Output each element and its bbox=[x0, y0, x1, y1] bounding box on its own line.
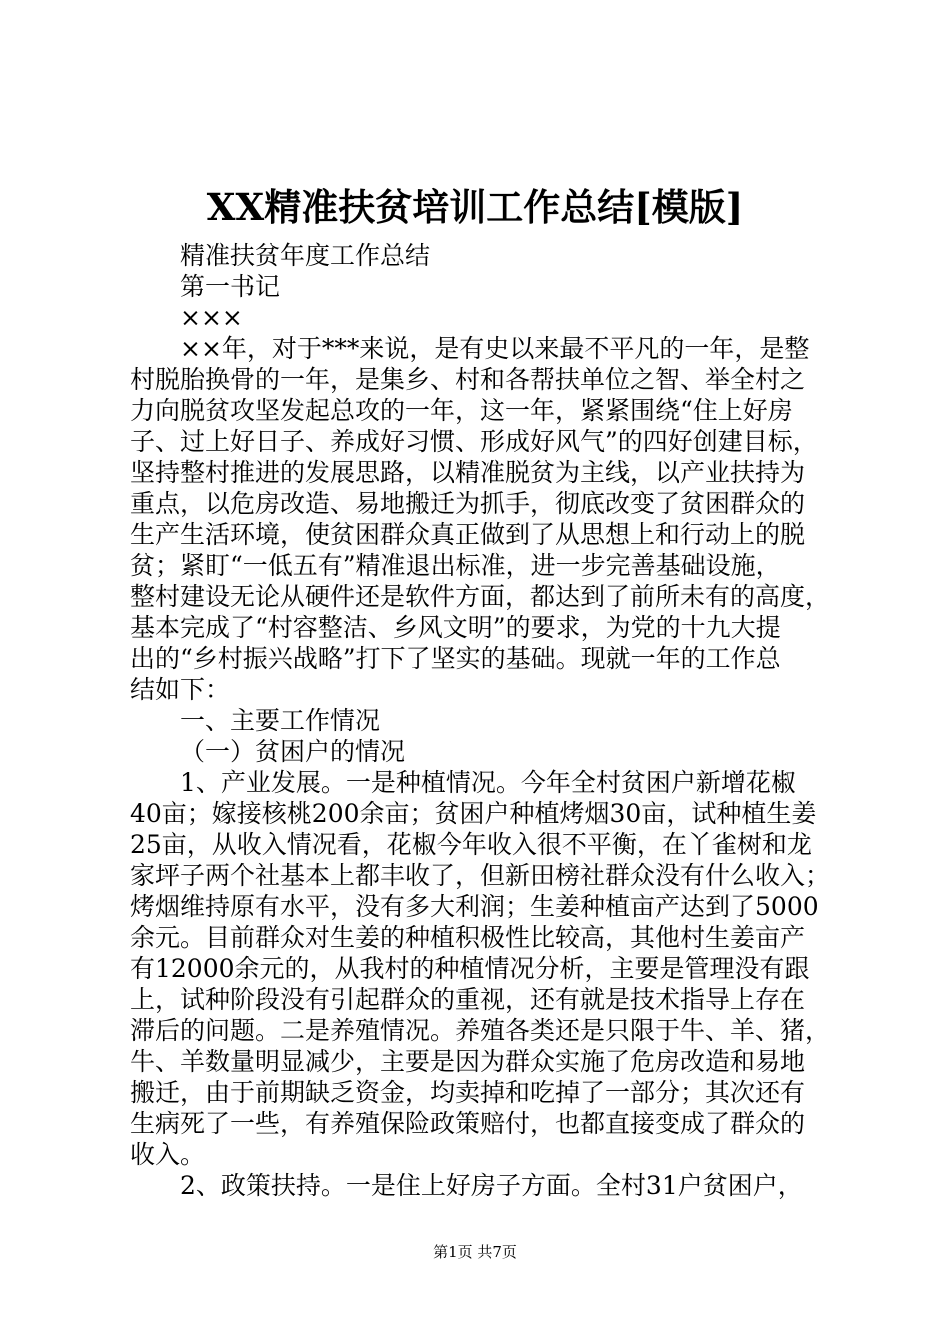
text-line: 40亩；嫁接核桃200余亩；贫困户种植烤烟30亩，试种植生姜 bbox=[130, 799, 817, 828]
document-body bbox=[130, 240, 830, 1201]
text-line: 余元。目前群众对生姜的种植积极性比较高，其他村生姜亩产 bbox=[130, 923, 806, 952]
text-line: ××年，对于***来说，是有史以来最不平凡的一年，是整 bbox=[180, 334, 810, 363]
text-line: 一、主要工作情况 bbox=[180, 706, 381, 735]
text-line: 烤烟维持原有水平，没有多大利润；生姜种植亩产达到了5000 bbox=[130, 892, 819, 921]
text-line: 力向脱贫攻坚发起总攻的一年，这一年，紧紧围绕“住上好房 bbox=[130, 396, 793, 425]
text-line: 滞后的问题。二是养殖情况。养殖各类还是只限于牛、羊、猪， bbox=[130, 1016, 831, 1045]
text-line: 整村建设无论从硬件还是软件方面，都达到了前所未有的高度， bbox=[130, 582, 831, 611]
text-line: 结如下： bbox=[130, 675, 231, 704]
text-line: 2、政策扶持。一是住上好房子方面。全村31户贫困户， bbox=[180, 1171, 803, 1200]
text-line: 家坪子两个社基本上都丰收了，但新田榜社群众没有什么收入； bbox=[130, 861, 831, 890]
text-line: 生产生活环境，使贫困群众真正做到了从思想上和行动上的脱 bbox=[130, 520, 806, 549]
page-footer: 第1页 共7页 bbox=[433, 1243, 517, 1261]
document-title: XX精准扶贫培训工作总结[模版] bbox=[206, 185, 744, 229]
text-line: 基本完成了“村容整洁、乡风文明”的要求，为党的十九大提 bbox=[130, 613, 781, 642]
text-line: （一）贫困户的情况 bbox=[180, 737, 406, 766]
text-line: 生病死了一些，有养殖保险政策赔付，也都直接变成了群众的 bbox=[130, 1109, 806, 1138]
text-line: 第一书记 bbox=[180, 272, 281, 301]
text-line: 牛、羊数量明显减少，主要是因为群众实施了危房改造和易地 bbox=[130, 1047, 806, 1076]
text-line: ××× bbox=[180, 303, 243, 332]
text-line: 坚持整村推进的发展思路，以精准脱贫为主线，以产业扶持为 bbox=[130, 458, 806, 487]
text-line: 1、产业发展。一是种植情况。今年全村贫困户新增花椒 bbox=[180, 768, 796, 797]
text-line: 村脱胎换骨的一年，是集乡、村和各帮扶单位之智、举全村之 bbox=[130, 365, 806, 394]
text-line: 贫；紧盯“一低五有”精准退出标准，进一步完善基础设施， bbox=[130, 551, 781, 580]
text-line: 收入。 bbox=[130, 1140, 206, 1169]
text-line: 子、过上好日子、养成好习惯、形成好风气”的四好创建目标， bbox=[130, 427, 818, 456]
text-line: 有12000余元的，从我村的种植情况分析，主要是管理没有跟 bbox=[130, 954, 810, 983]
text-line: 出的“乡村振兴战略”打下了坚实的基础。现就一年的工作总 bbox=[130, 644, 781, 673]
text-line: 精准扶贫年度工作总结 bbox=[180, 241, 431, 270]
text-line: 25亩，从收入情况看，花椒今年收入很不平衡，在丫雀树和龙 bbox=[130, 830, 812, 859]
text-line: 重点，以危房改造、易地搬迁为抓手，彻底改变了贫困群众的 bbox=[130, 489, 806, 518]
text-line: 上，试种阶段没有引起群众的重视，还有就是技术指导上存在 bbox=[130, 985, 806, 1014]
text-line: 搬迁，由于前期缺乏资金，均卖掉和吃掉了一部分；其次还有 bbox=[130, 1078, 806, 1107]
